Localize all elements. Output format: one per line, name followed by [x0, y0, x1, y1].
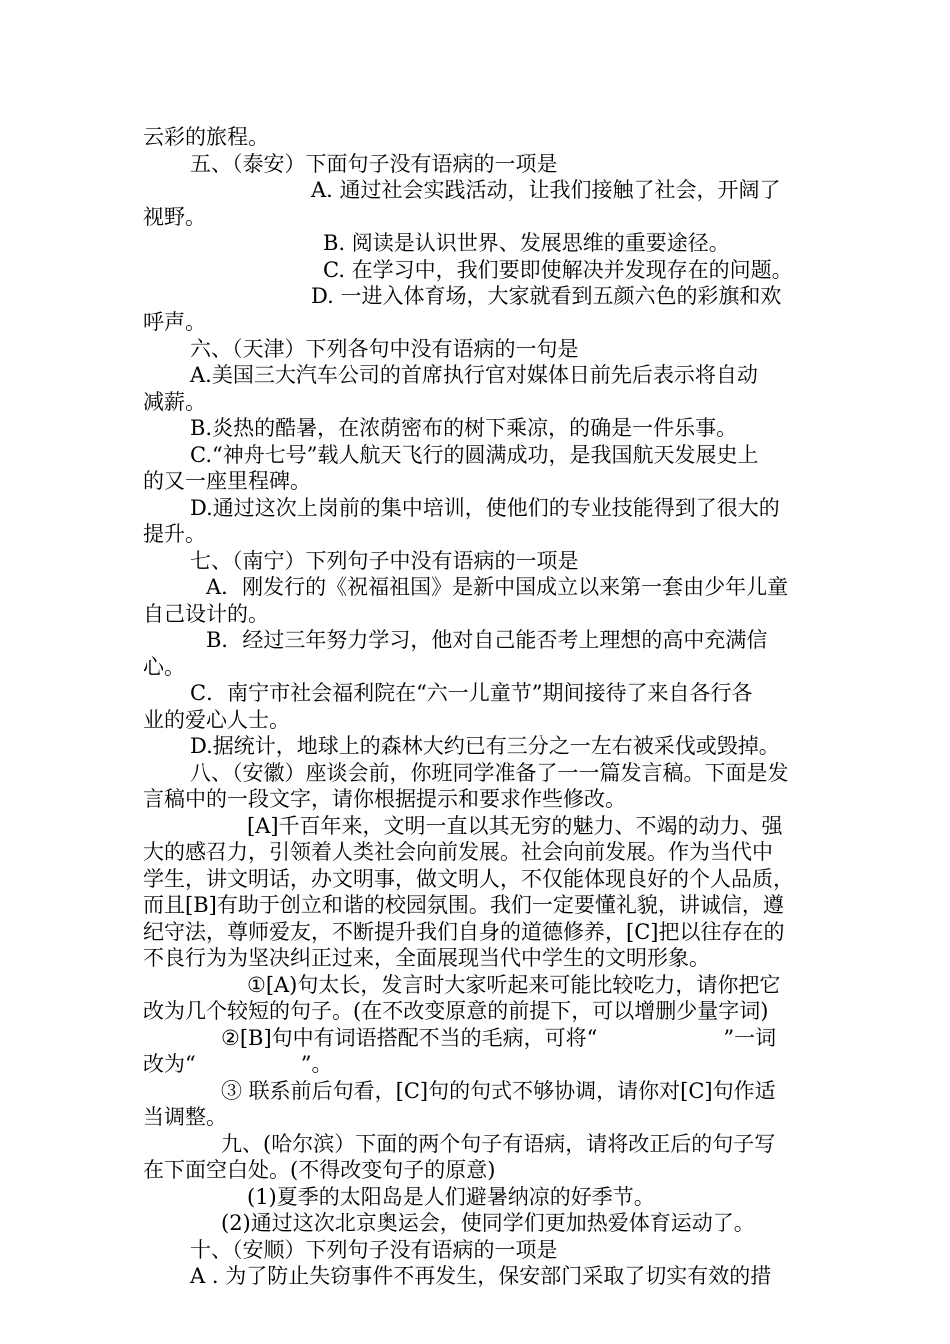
text-line: 业的爱心人士。: [143, 708, 290, 732]
subquestion-line: ③ 联系前后句看，[C]句的句式不够协调，请你对[C]句作适: [221, 1079, 776, 1103]
question-heading: 六、（天津）下列各句中没有语病的一句是: [190, 337, 579, 361]
text-line: 减薪。: [143, 390, 206, 414]
text-line: 改为“ ”。: [143, 1052, 333, 1076]
option-line: B. 阅读是认识世界、发展思维的重要途径。: [323, 231, 730, 255]
text-line: 提升。: [143, 522, 206, 546]
option-line: A . 为了防止失窃事件不再发生，保安部门采取了切实有效的措: [190, 1264, 772, 1288]
text-line: 视野。: [143, 205, 206, 229]
subquestion-line: ②[B]句中有词语搭配不当的毛病，可将“ ”一词: [221, 1026, 777, 1050]
text-line: 云彩的旅程。: [143, 125, 269, 149]
passage-line: 大的感召力，引领着人类社会向前发展。社会向前发展。作为当代中: [143, 840, 773, 864]
subquestion-line: (1)夏季的太阳岛是人们避暑纳凉的好季节。: [247, 1185, 655, 1209]
subquestion-line: ①[A)句太长，发言时大家听起来可能比较吃力，请你把它: [247, 973, 781, 997]
passage-line: 而且[B]有助于创立和谐的校园氛围。我们一定要懂礼貌，讲诚信，遵: [143, 893, 784, 917]
option-line: A．刚发行的《祝福祖国》是新中国成立以来第一套由少年儿童: [206, 575, 789, 599]
subquestion-line: (2)通过这次北京奥运会，使同学们更加热爱体育运动了。: [221, 1211, 755, 1235]
option-line: C.“神舟七号”载人航天飞行的圆满成功，是我国航天发展史上: [190, 443, 759, 467]
question-heading: 七、（南宁）下列句子中没有语病的一项是: [190, 549, 579, 573]
option-line: A.美国三大汽车公司的首席执行官对媒体日前先后表示将自动: [190, 363, 758, 387]
text-line: 心。: [143, 655, 185, 679]
option-line: B.炎热的酷暑，在浓荫密布的树下乘凉，的确是一件乐事。: [190, 416, 738, 440]
option-line: C. 在学习中，我们要即使解决并发现存在的问题。: [323, 258, 793, 282]
option-line: D. 一进入体育场，大家就看到五颜六色的彩旗和欢: [311, 284, 782, 308]
option-line: A. 通过社会实践活动，让我们接触了社会，开阔了: [311, 178, 781, 202]
option-line: C．南宁市社会福利院在“六一儿童节”期间接待了来自各行各: [190, 681, 753, 705]
text-line: 的又一座里程碑。: [143, 469, 311, 493]
question-heading: 五、（泰安）下面句子没有语病的一项是: [190, 152, 558, 176]
option-line: B．经过三年努力学习，他对自己能否考上理想的高中充满信: [206, 628, 768, 652]
passage-line: 学生，讲文明话，办文明事，做文明人，不仅能体现良好的个人品质，: [143, 867, 794, 891]
text-line: 呼声。: [143, 310, 206, 334]
text-line: 当调整。: [143, 1105, 227, 1129]
passage-line: 不良行为为坚决纠正过来，全面展现当代中学生的文明形象。: [143, 946, 710, 970]
question-heading: 八、（安徽）座谈会前，你班同学准备了一一篇发言稿。下面是发: [190, 761, 789, 785]
passage-line: 纪守法，尊师爱友，不断提升我们自身的道德修养，[C]把以往存在的: [143, 920, 785, 944]
text-line: 在下面空白处。(不得改变句子的原意): [143, 1158, 496, 1182]
option-line: D.通过这次上岗前的集中培训，使他们的专业技能得到了很大的: [190, 496, 780, 520]
option-line: D.据统计，地球上的森林大约已有三分之一左右被采伐或毁掉。: [190, 734, 780, 758]
text-line: 自己设计的。: [143, 602, 269, 626]
text-line: 言稿中的一段文字，请你根据提示和要求作些修改。: [143, 787, 626, 811]
question-heading: 十、（安顺）下列句子没有语病的一项是: [190, 1238, 558, 1262]
passage-line: [A]千百年来，文明一直以其无穷的魅力、不竭的动力、强: [247, 814, 783, 838]
text-line: 改为几个较短的句子。(在不改变原意的前提下，可以增删少量字词): [143, 999, 769, 1023]
question-heading: 九、(哈尔滨）下面的两个句子有语病，请将改正后的句子写: [221, 1132, 776, 1156]
